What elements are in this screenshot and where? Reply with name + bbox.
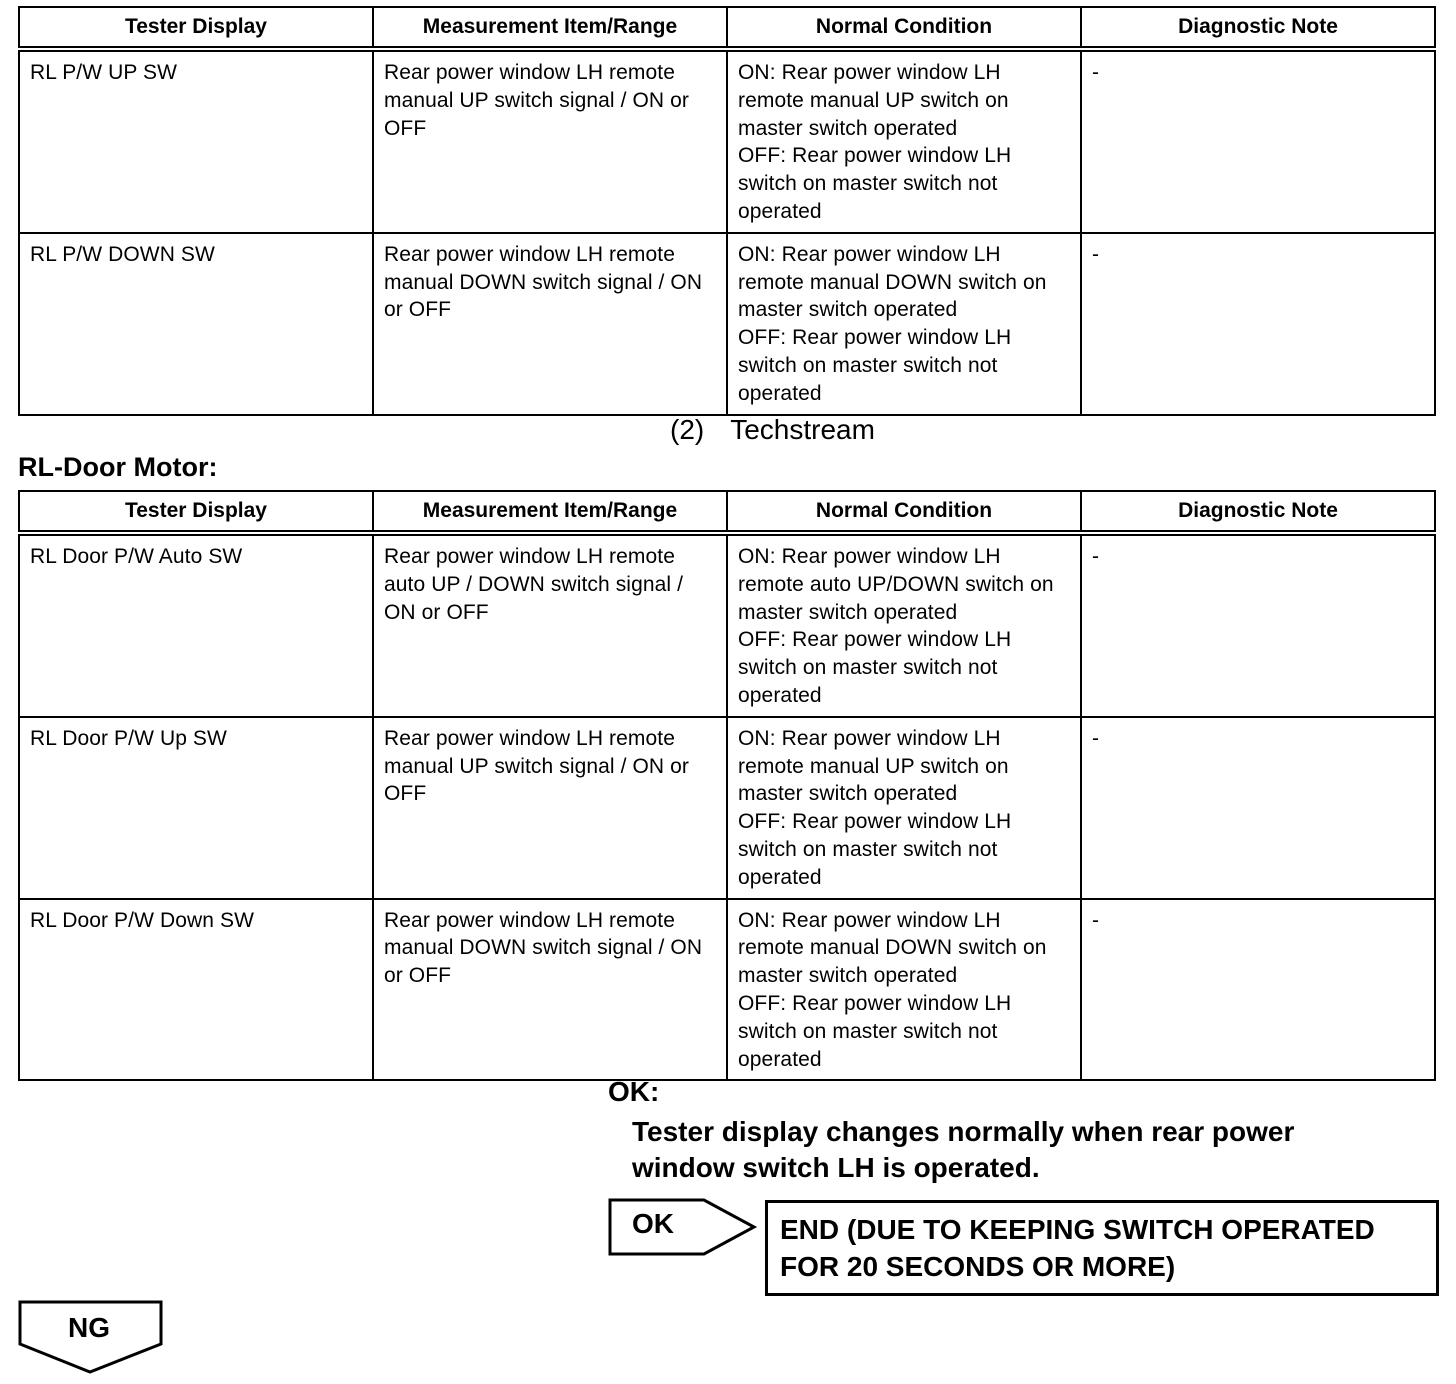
ok-condition-text: Tester display changes normally when rear power window switch LH is operated. xyxy=(632,1116,1295,1183)
normal-condition-off: OFF: Rear power window LH switch on master switch not operated xyxy=(738,326,1012,405)
measurement-cell: Rear power window LH remote manual DOWN switch signal / ON or OFF xyxy=(373,899,727,1081)
column-header-diagnostic-note: Diagnostic Note xyxy=(1081,7,1435,49)
table-row xyxy=(19,533,1435,717)
diagnostic-note-cell: - xyxy=(1081,49,1435,233)
normal-condition-cell xyxy=(727,899,1081,1081)
table-row xyxy=(19,233,1435,415)
subheading-number: (2) xyxy=(670,414,705,445)
section-title: RL-Door Motor: xyxy=(18,452,218,482)
ng-arrow-label: NG xyxy=(68,1312,110,1343)
normal-condition-on: ON: Rear power window LH remote auto UP/DOWN switch on master switch operated xyxy=(738,545,1054,624)
column-header-diagnostic-note: Diagnostic Note xyxy=(1081,491,1435,533)
table-row xyxy=(19,899,1435,1081)
table-header-row xyxy=(19,491,1435,533)
normal-condition-cell xyxy=(727,233,1081,415)
column-header-normal-condition: Normal Condition xyxy=(727,491,1081,533)
tester-display-cell: RL Door P/W Auto SW xyxy=(19,533,373,717)
normal-condition-cell xyxy=(727,533,1081,717)
normal-condition-on: ON: Rear power window LH remote manual UP switch on master switch operated xyxy=(738,726,1009,806)
table-row xyxy=(19,49,1435,233)
end-result-box: END (DUE TO KEEPING SWITCH OPERATED FOR 20 SECONDS OR MORE) xyxy=(765,1200,1439,1296)
measurement-cell: Rear power window LH remote manual DOWN switch signal / ON or OFF xyxy=(373,233,727,415)
measurement-cell: Rear power window LH remote manual UP switch signal / ON or OFF xyxy=(373,717,727,899)
normal-condition-off: OFF: Rear power window LH switch on master switch not operated xyxy=(738,810,1012,889)
normal-condition-cell xyxy=(727,49,1081,233)
subheading-text: Techstream xyxy=(730,414,875,445)
normal-condition-off: OFF: Rear power window LH switch on master switch not operated xyxy=(738,991,1012,1071)
tester-display-cell: RL P/W UP SW xyxy=(19,49,373,233)
data-table-1 xyxy=(18,6,1436,416)
normal-condition-on: ON: Rear power window LH remote manual DOWN switch on master switch operated xyxy=(738,242,1047,322)
normal-condition-cell xyxy=(727,717,1081,899)
measurement-cell: Rear power window LH remote auto UP / DOWN switch signal / ON or OFF xyxy=(373,533,727,717)
diagnostic-note-cell: - xyxy=(1081,533,1435,717)
diagnostic-note-cell: - xyxy=(1081,899,1435,1081)
normal-condition-off: OFF: Rear power window LH switch on master switch not operated xyxy=(738,628,1012,707)
ok-arrow-label: OK xyxy=(632,1208,674,1239)
diagnostic-note-cell: - xyxy=(1081,233,1435,415)
techstream-subheading xyxy=(670,414,875,446)
tester-display-cell: RL Door P/W Down SW xyxy=(19,899,373,1081)
diagnostic-note-cell: - xyxy=(1081,717,1435,899)
table-header-row xyxy=(19,7,1435,49)
normal-condition-on: ON: Rear power window LH remote manual DOWN switch on master switch operated xyxy=(738,908,1047,988)
column-header-measurement: Measurement Item/Range xyxy=(373,7,727,49)
tester-display-cell: RL Door P/W Up SW xyxy=(19,717,373,899)
column-header-tester-display: Tester Display xyxy=(19,491,373,533)
tester-display-cell: RL P/W DOWN SW xyxy=(19,233,373,415)
normal-condition-on: ON: Rear power window LH remote manual UP switch on master switch operated xyxy=(738,61,1009,140)
column-header-tester-display: Tester Display xyxy=(19,7,373,49)
ok-arrow-shape xyxy=(608,1198,758,1256)
column-header-normal-condition: Normal Condition xyxy=(727,7,1081,49)
data-table-2 xyxy=(18,490,1436,1081)
normal-condition-off: OFF: Rear power window LH switch on master switch not operated xyxy=(738,144,1012,223)
ok-heading: OK: xyxy=(608,1076,660,1107)
column-header-measurement: Measurement Item/Range xyxy=(373,491,727,533)
measurement-cell: Rear power window LH remote manual UP switch signal / ON or OFF xyxy=(373,49,727,233)
table-row xyxy=(19,717,1435,899)
